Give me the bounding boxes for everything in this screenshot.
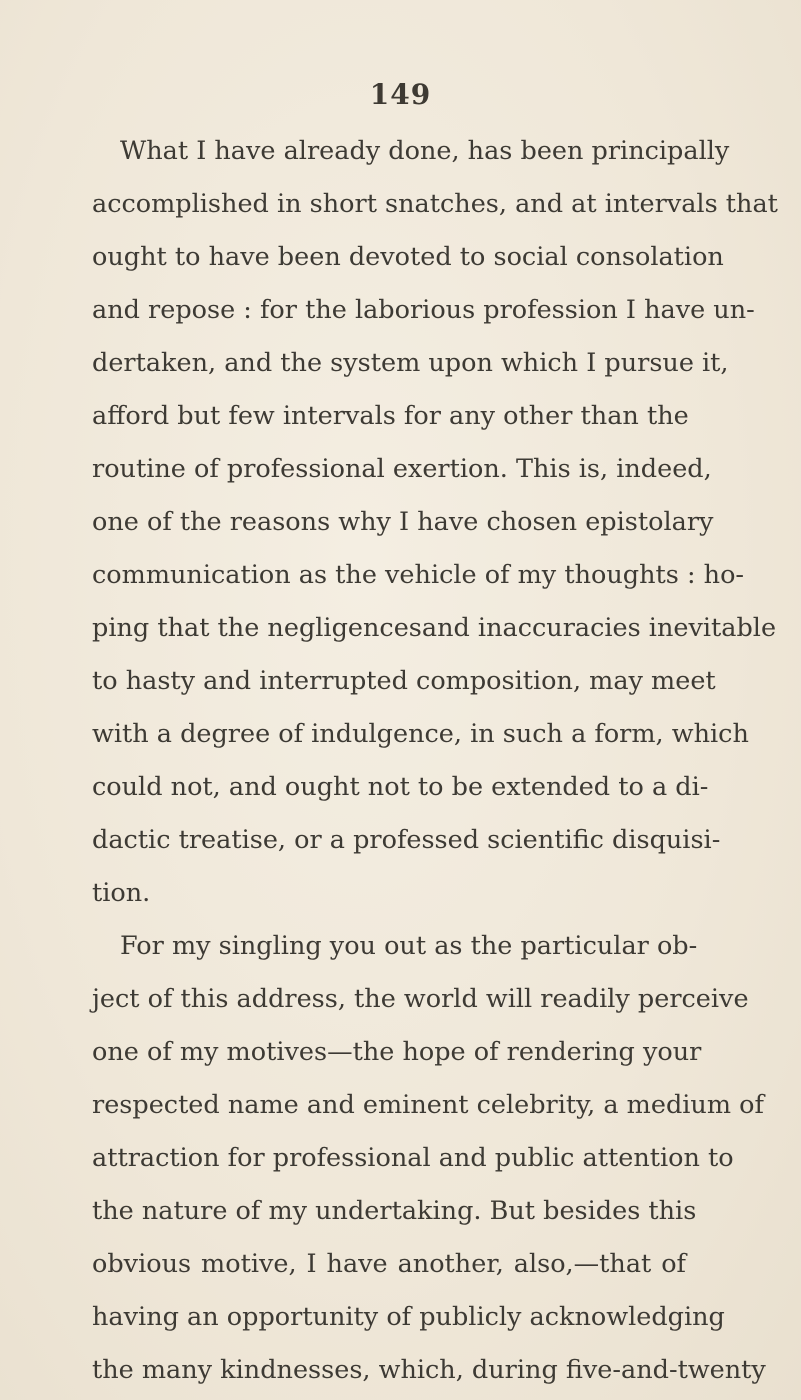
- text-line: routine of professional exertion. This is, indeed,: [92, 454, 712, 484]
- text-line: obvious motive, I have another, also,—that of: [92, 1249, 686, 1279]
- text-line: accomplished in short snatches, and at intervals that: [92, 189, 778, 219]
- text-line: dactic treatise, or a professed scientific disquisi-: [92, 825, 721, 855]
- text-line: and repose : for the laborious profession I have un-: [92, 295, 755, 325]
- text-line: one of the reasons why I have chosen epistolary: [92, 507, 714, 537]
- text-line: the many kindnesses, which, during five-and-twenty: [92, 1355, 766, 1385]
- text-line: afford but few intervals for any other than the: [92, 401, 689, 431]
- text-line: the nature of my undertaking. But besides this: [92, 1196, 697, 1226]
- text-line: communication as the vehicle of my thoughts : ho-: [92, 560, 745, 590]
- text-line: dertaken, and the system upon which I pursue it,: [92, 348, 729, 378]
- page-number: 149: [369, 78, 432, 111]
- text-line: one of my motives—the hope of rendering your: [92, 1037, 702, 1067]
- text-line: could not, and ought not to be extended to a di-: [92, 772, 709, 802]
- text-line: with a degree of indulgence, in such a form, which: [92, 719, 749, 749]
- text-line: tion.: [92, 878, 151, 908]
- text-line: ping that the negligencesand inaccuracies inevitable: [92, 613, 777, 643]
- text-line: For my singling you out as the particular ob-: [120, 931, 698, 961]
- text-line: ought to have been devoted to social consolation: [92, 242, 724, 272]
- text-line: ject of this address, the world will readily perceive: [92, 984, 749, 1014]
- text-line: to hasty and interrupted composition, may meet: [92, 666, 716, 696]
- text-line: What I have already done, has been principally: [120, 136, 730, 166]
- text-line: attraction for professional and public attention to: [92, 1143, 734, 1173]
- text-line: respected name and eminent celebrity, a medium of: [92, 1090, 764, 1120]
- text-line: having an opportunity of publicly acknowledging: [92, 1302, 725, 1332]
